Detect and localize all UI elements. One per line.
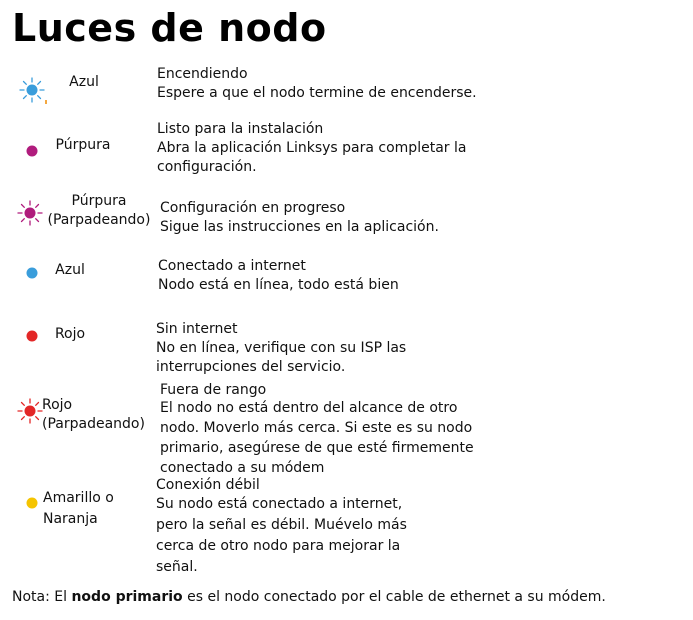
- light-label: Rojo: [54, 326, 86, 342]
- light-description: Encendiendo Espere a que el nodo termine de encenderse.: [157, 66, 477, 101]
- blue-light-icon: [17, 258, 47, 288]
- red-blinking-light-icon: [15, 396, 45, 426]
- blue-blinking-light-icon: [17, 75, 47, 105]
- note-suffix: es el nodo conectado por el cable de ethernet a su módem.: [182, 589, 606, 605]
- light-label: Púrpura (Parpadeando): [47, 193, 151, 228]
- light-label: Rojo (Parpadeando): [42, 397, 145, 432]
- footnote: [12, 588, 606, 607]
- purple-blinking-light-icon: [15, 198, 45, 228]
- light-label: Amarillo o Naranja: [43, 490, 114, 527]
- light-description: Conexión débil Su nodo está conectado a internet, pero la señal es débil. Muévelo más cerca de otro nodo para mejorar la señal.: [156, 477, 407, 575]
- note-prefix: Nota: El: [12, 589, 72, 605]
- light-description: Configuración en progreso Sigue las instrucciones en la aplicación.: [160, 200, 439, 235]
- red-light-icon: [17, 321, 47, 351]
- page-title: Luces de nodo: [12, 6, 327, 50]
- purple-light-icon: [17, 136, 47, 166]
- light-description: Sin internet No en línea, verifique con su ISP las interrupciones del servicio.: [156, 321, 407, 375]
- note-bold-term: nodo primario: [71, 589, 183, 605]
- light-description: Conectado a internet Nodo está en línea, todo está bien: [158, 258, 399, 293]
- light-description: Fuera de rango El nodo no está dentro del alcance de otro nodo. Moverlo más cerca. Si este es su nodo primario, asegúrese de que esté firmemente conectado a su módem: [160, 382, 474, 476]
- light-label: Azul: [69, 74, 99, 90]
- light-label: Azul: [55, 262, 85, 278]
- light-label: Púrpura: [55, 137, 111, 153]
- light-description: Listo para la instalación Abra la aplicación Linksys para completar la configuración.: [157, 121, 467, 175]
